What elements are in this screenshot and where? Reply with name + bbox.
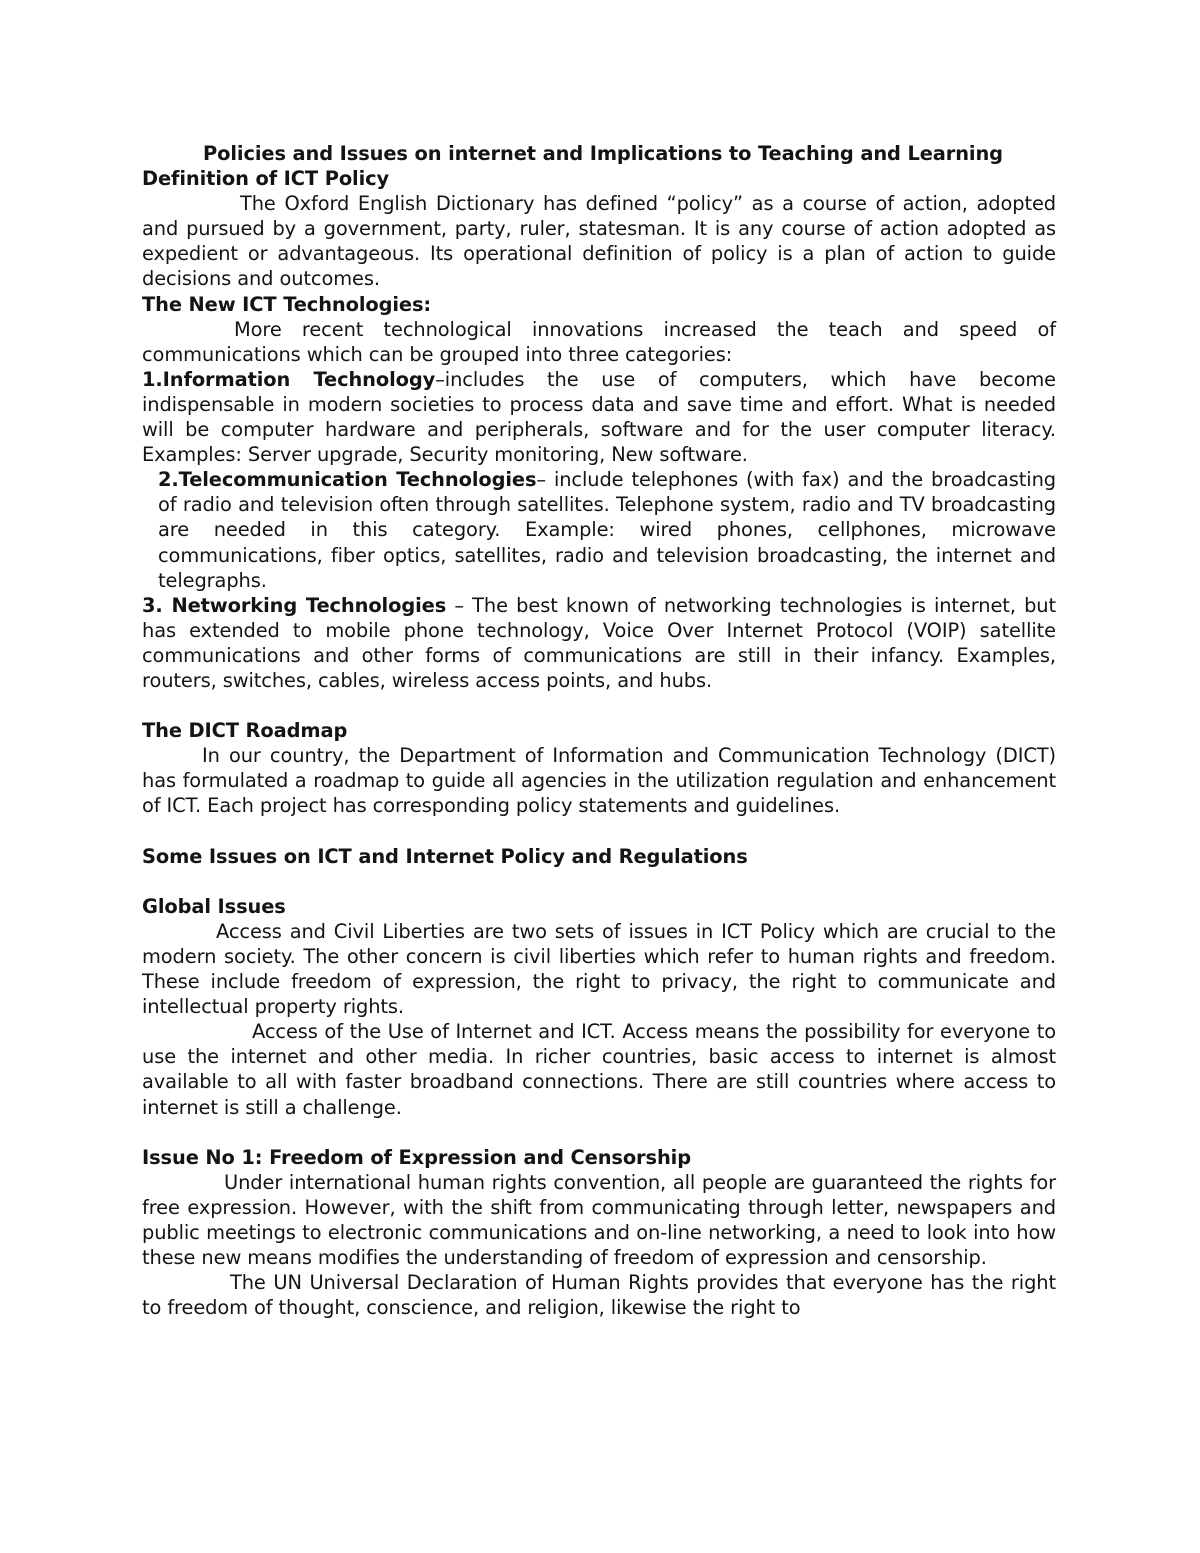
document-body: [142, 141, 1056, 1320]
issues-heading: Some Issues on ICT and Internet Policy and Regulations: [142, 844, 748, 868]
tech-item-label: 2.Telecommunication Technologies: [158, 468, 537, 492]
issue1-paragraph-1: Under international human rights convention, all people are guaranteed the rights for free expression. However, with the shift from communicating through letter, newspapers and public meetings to electronic communications and on-line networking, a need to look into how these new means modifies the understanding of freedom of expression and censorship.: [142, 1170, 1056, 1270]
tech-item-label: 3. Networking Technologies: [142, 593, 447, 617]
new-tech-intro: More recent technological innovations increased the teach and speed of communications which can be grouped into three categories:: [142, 317, 1056, 366]
tech-item-information: [142, 367, 1056, 467]
issue1-heading: Issue No 1: Freedom of Expression and Censorship: [142, 1145, 691, 1169]
spacer: [142, 693, 1056, 718]
spacer: [142, 1120, 1056, 1145]
global-issues-heading: Global Issues: [142, 894, 286, 918]
dict-heading: The DICT Roadmap: [142, 719, 348, 743]
issue1-paragraph-2: The UN Universal Declaration of Human Rights provides that everyone has the right to freedom of thought, conscience, and religion, likewise the right to: [142, 1271, 1056, 1320]
tech-item-text: – The best known of networking technologies is internet, but has extended to mobile phone technology, Voice Over Internet Protocol (VOIP) satellite communications and other forms of communications are still in their infancy. Examples, routers, switches, cables, wireless access points, and hubs.: [142, 593, 1056, 692]
global-issues-paragraph-2: Access of the Use of Internet and ICT. Access means the possibility for everyone to use the internet and other media. In richer countries, basic access to internet is almost available to all with faster broadband connections. There are still countries where access to internet is still a challenge.: [142, 1020, 1056, 1119]
document-title: Policies and Issues on internet and Implications to Teaching and Learning: [203, 142, 1003, 165]
spacer: [142, 869, 1056, 894]
tech-item-text: – include telephones (with fax) and the broadcasting of radio and television often through satellites. Telephone system, radio and TV broadcasting are needed in this category. Example: wired phones, cellphones, microwave communications, fiber optics, satellites, radio and television broadcasting, the internet and telegraphs.: [158, 468, 1056, 592]
spacer: [142, 819, 1056, 844]
definition-paragraph: The Oxford English Dictionary has defined “policy” as a course of action, adopted and pursued by a government, party, ruler, statesman. It is any course of action adopted as expedient or advantageous. Its operational definition of policy is a plan of action to guide decisions and outcomes.: [142, 192, 1056, 291]
new-tech-heading: The New ICT Technologies:: [142, 292, 432, 316]
tech-item-telecommunication: [142, 467, 1056, 592]
tech-item-label: 1.Information Technology: [142, 367, 436, 391]
tech-item-text: –includes the use of computers, which have become indispensable in modern societies to process data and save time and effort. What is needed will be computer hardware and peripherals, software and for the user computer literacy. Examples: Server upgrade, Security monitoring, New software.: [142, 367, 1056, 467]
dict-paragraph: In our country, the Department of Information and Communication Technology (DICT) has formulated a roadmap to guide all agencies in the utilization regulation and enhancement of ICT. Each project has corresponding policy statements and guidelines.: [142, 744, 1056, 818]
definition-heading: Definition of ICT Policy: [142, 167, 390, 191]
global-issues-paragraph-1: Access and Civil Liberties are two sets of issues in ICT Policy which are crucial to the modern society. The other concern is civil liberties which refer to human rights and freedom. These include freedom of expression, the right to privacy, the right to communicate and intellectual property rights.: [142, 919, 1056, 1019]
tech-item-networking: [142, 593, 1056, 693]
